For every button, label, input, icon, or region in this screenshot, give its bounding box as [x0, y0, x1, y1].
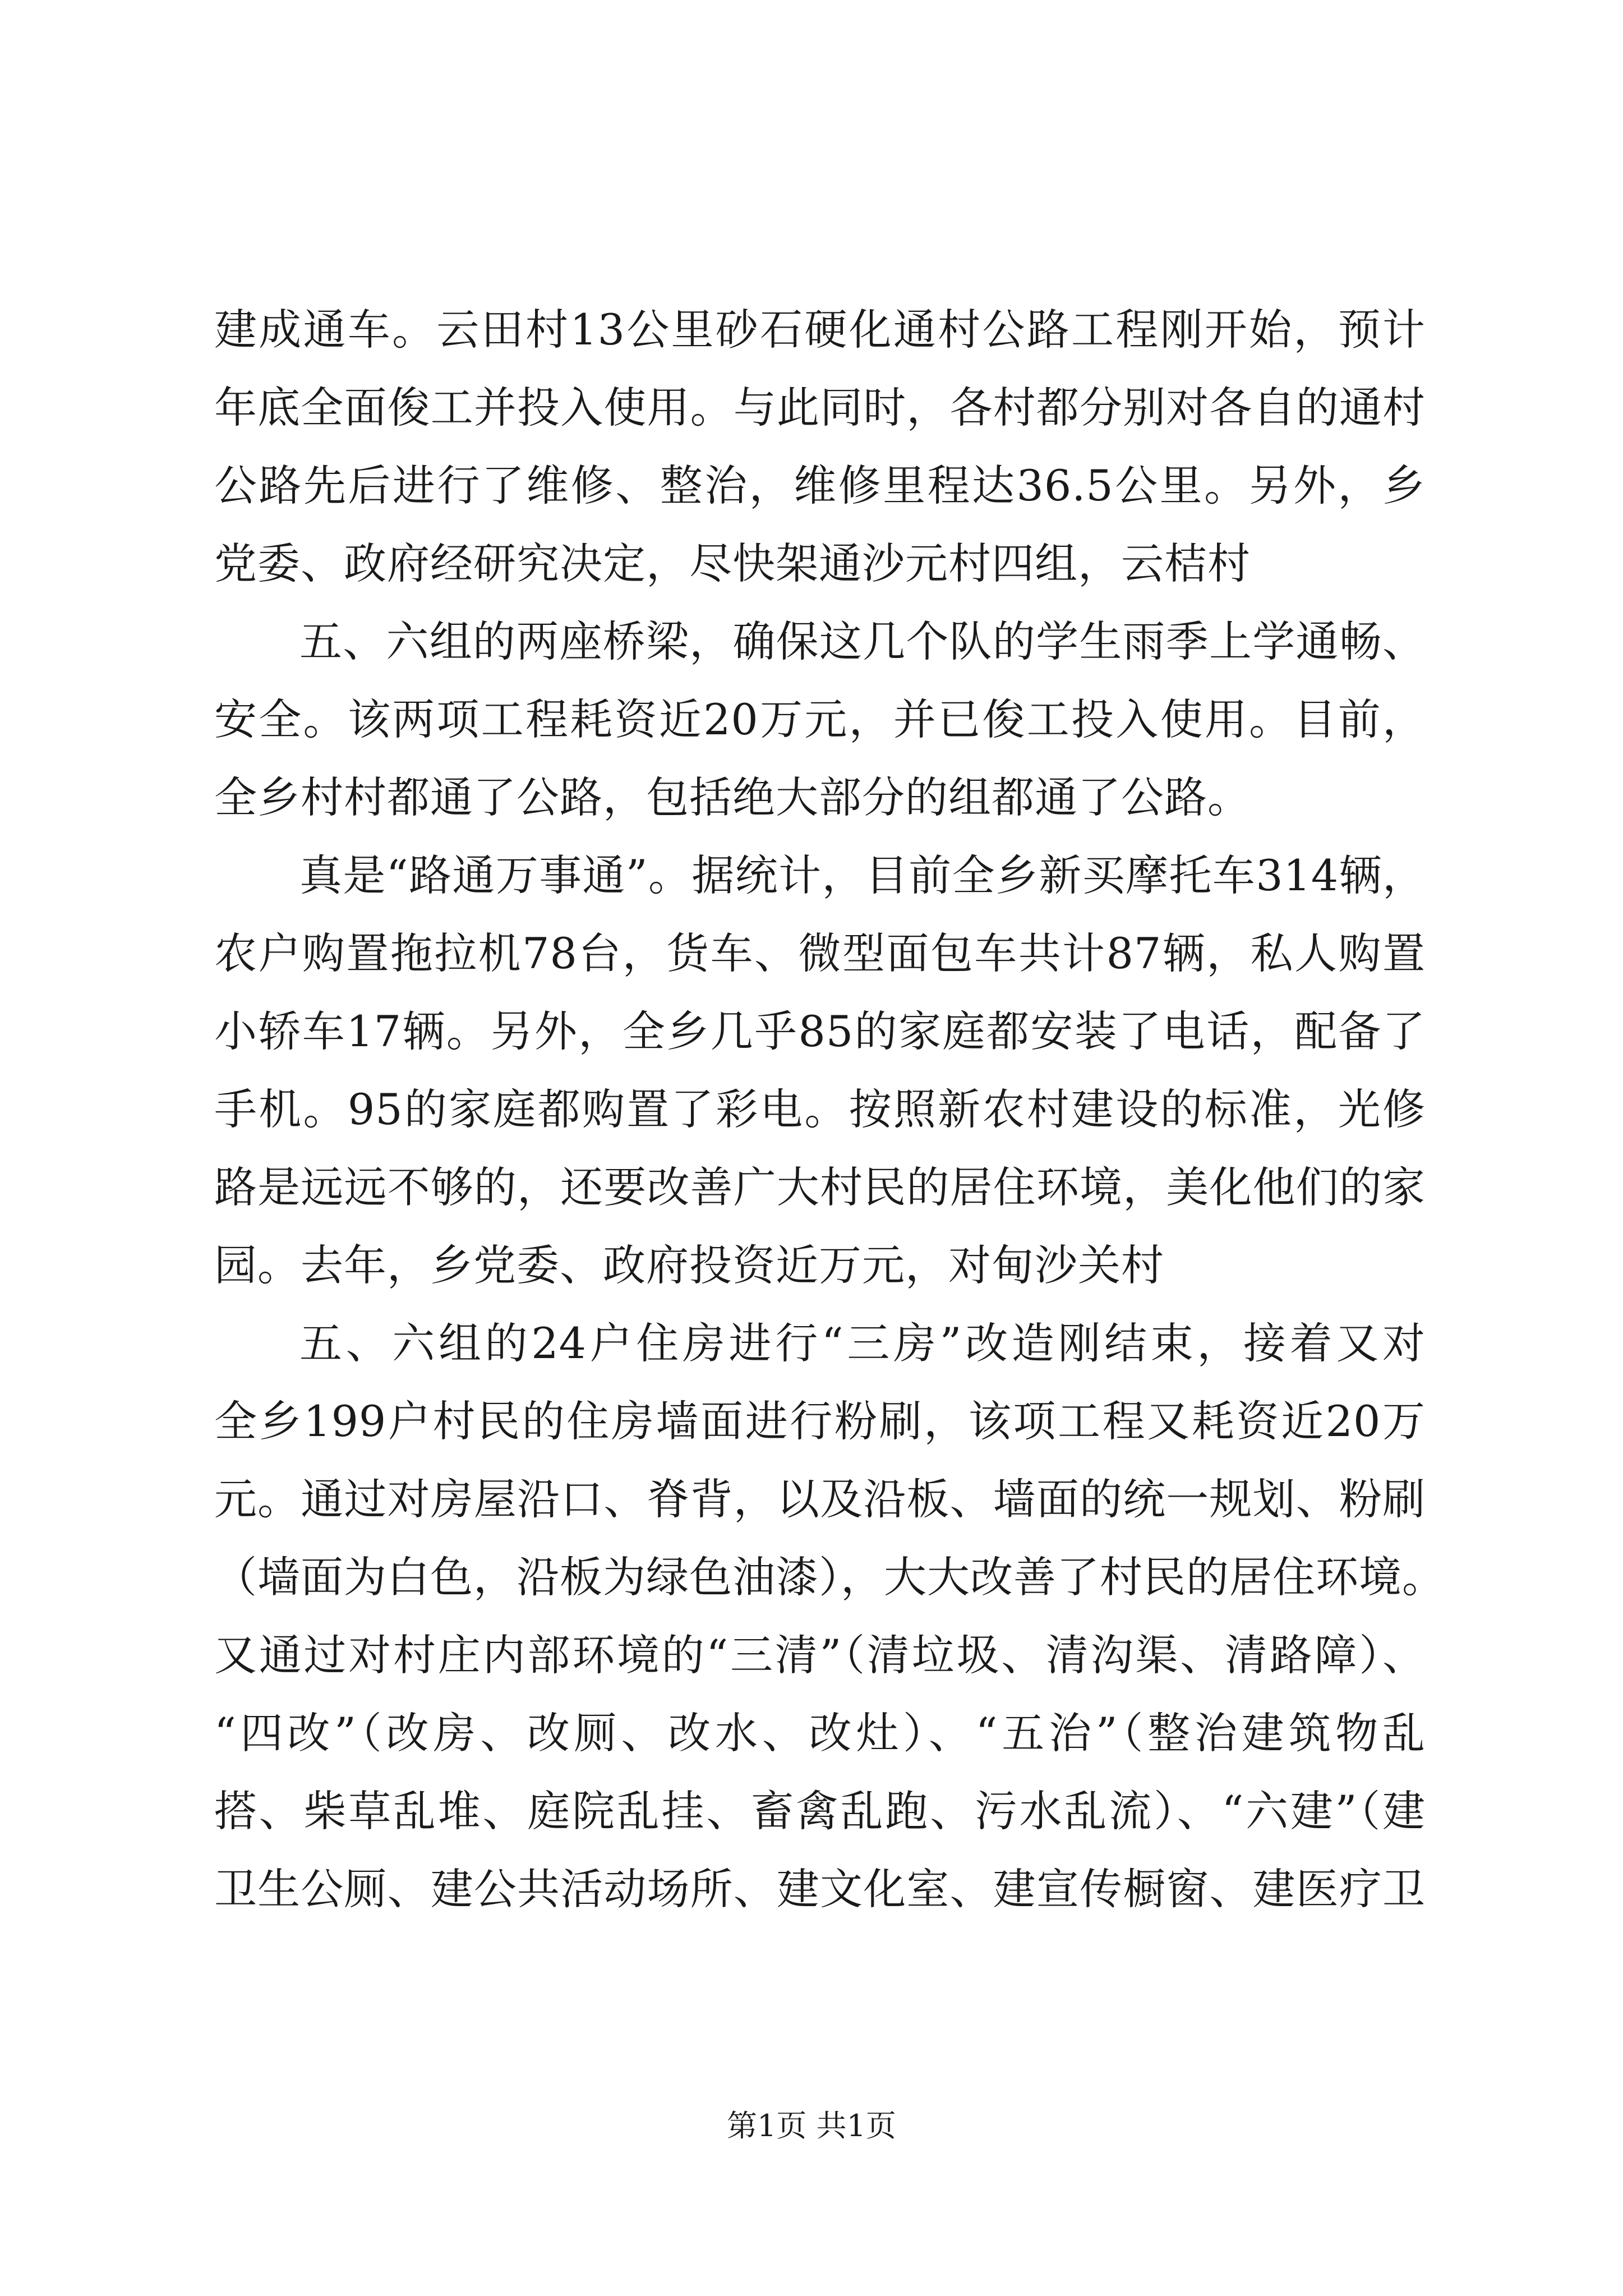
text-line-4: 党委、政府经研究决定，尽快架通沙元村四组，云桔村: [214, 539, 1251, 588]
text-line-18: 又通过对村庄内部环境的“三清”（清垃圾、清沟渠、清路障）、: [214, 1630, 1426, 1680]
text-line-3: 公路先后进行了维修、整治，维修里程达36.5公里。另外，乡: [214, 461, 1426, 510]
text-line-21: 卫生公厕、建公共活动场所、建文化室、建宣传橱窗、建医疗卫: [214, 1864, 1426, 1914]
document-body: [214, 291, 1445, 1928]
text-line-9: 农户购置拖拉机78台，货车、微型面包车共计87辆，私人购置: [214, 928, 1426, 978]
text-line-13: 园。去年，乡党委、政府投资近万元，对甸沙关村: [214, 1240, 1164, 1290]
text-line-16: 元。通过对房屋沿口、脊背，以及沿板、墙面的统一规划、粉刷: [214, 1474, 1426, 1524]
text-line-12: 路是远远不够的，还要改善广大村民的居住环境，美化他们的家: [214, 1162, 1426, 1212]
text-line-10: 小轿车17辆。另外，全乡几乎85的家庭都安装了电话，配备了: [214, 1006, 1426, 1056]
text-line-8: 真是“路通万事通”。据统计，目前全乡新买摩托车314辆，: [299, 850, 1426, 900]
page-footer: [0, 2104, 1623, 2148]
text-line-19: “四改”（改房、改厕、改水、改灶）、“五治”（整治建筑物乱: [214, 1708, 1426, 1758]
text-line-1: 建成通车。云田村13公里砂石硬化通村公路工程刚开始，预计: [214, 305, 1426, 355]
text-line-20: 搭、柴草乱堆、庭院乱挂、畜禽乱跑、污水乱流）、“六建”（建: [214, 1786, 1426, 1836]
text-line-17: （墙面为白色，沿板为绿色油漆），大大改善了村民的居住环境。: [214, 1552, 1445, 1602]
text-line-2: 年底全面俊工并投入使用。与此同时，各村都分别对各自的通村: [214, 383, 1426, 432]
page-number: 第1页 共1页: [727, 2108, 896, 2143]
text-line-5: 五、六组的两座桥梁，确保这几个队的学生雨季上学通畅、: [299, 616, 1426, 666]
text-line-15: 全乡199户村民的住房墙面进行粉刷，该项工程又耗资近20万: [214, 1396, 1426, 1446]
text-line-7: 全乡村村都通了公路，包括绝大部分的组都通了公路。: [214, 772, 1251, 822]
text-line-11: 手机。95的家庭都购置了彩电。按照新农村建设的标准，光修: [214, 1084, 1426, 1134]
text-line-6: 安全。该两项工程耗资近20万元，并已俊工投入使用。目前，: [214, 694, 1426, 744]
text-line-14: 五、六组的24户住房进行“三房”改造刚结束，接着又对: [299, 1318, 1426, 1368]
